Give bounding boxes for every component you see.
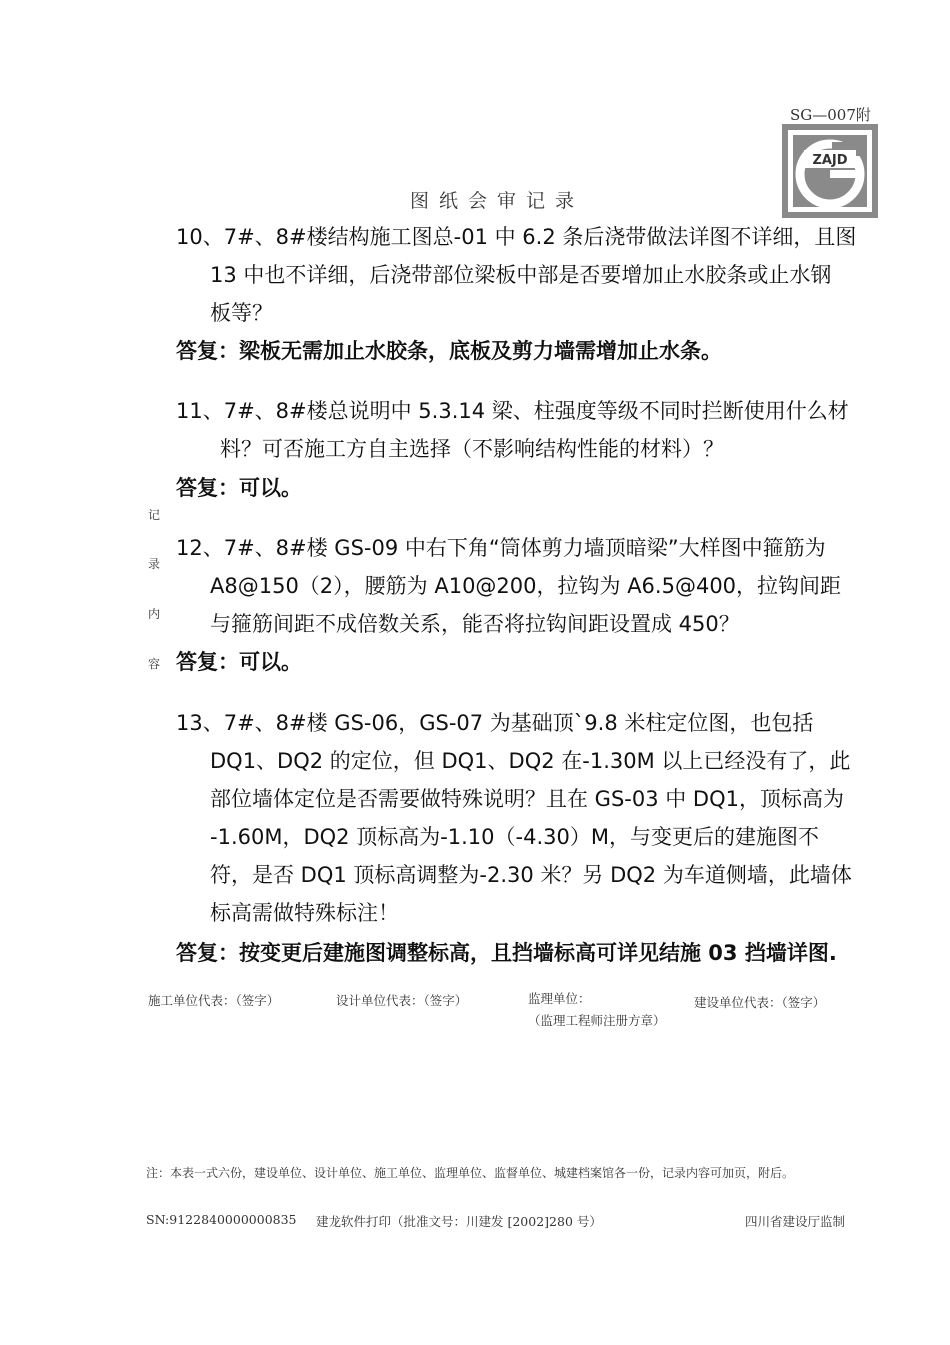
question-line: 部位墙体定位是否需要做特殊说明？且在 GS-03 中 DQ1，顶标高为: [210, 787, 844, 811]
form-note: 注：本表一式六份，建设单位、设计单位、施工单位、监理单位、监督单位、城建档案馆各一份，记录内容可加页，附后。: [146, 1166, 795, 1180]
signature-supervision-note: （监理工程师注册方章）: [528, 1013, 666, 1028]
document-title: 图纸会审记录: [410, 190, 585, 212]
question-line: 板等？: [210, 301, 273, 325]
answer-item-10: 答复：梁板无需加止水胶条，底板及剪力墙需增加止水条。: [176, 339, 722, 363]
side-label-char: 容: [148, 657, 161, 671]
zajd-logo: [782, 124, 878, 218]
question-line: 料？可否施工方自主选择（不影响结构性能的材料）？: [220, 437, 724, 461]
form-code: SG—007附: [790, 106, 871, 124]
question-item-13: [176, 704, 896, 932]
question-line: 10、7#、8#楼结构施工图总-01 中 6.2 条后浇带做法详图不详细，且图: [176, 225, 857, 249]
serial-number: SN:9122840000000835: [146, 1212, 297, 1227]
question-line: 与箍筋间距不成倍数关系，能否将拉钩间距设置成 450？: [210, 612, 740, 636]
side-label-char: 内: [148, 607, 161, 621]
question-line: 13、7#、8#楼 GS-06，GS-07 为基础顶`9.8 米柱定位图，也包括: [176, 711, 814, 735]
question-line: 11、7#、8#楼总说明中 5.3.14 梁、柱强度等级不同时拦断使用什么材: [176, 399, 849, 423]
signature-construction: 施工单位代表：（签字）: [148, 993, 280, 1008]
svg-text:ZAJD: ZAJD: [812, 153, 848, 168]
answer-item-12: 答复：可以。: [176, 650, 302, 674]
question-line: -1.60M，DQ2 顶标高为-1.10（-4.30）M，与变更后的建施图不: [210, 825, 819, 849]
side-label-char: 录: [148, 557, 161, 571]
question-item-10: [176, 218, 896, 332]
signature-owner: 建设单位代表：（签字）: [694, 995, 826, 1010]
side-label-char: 记: [148, 508, 161, 522]
answer-item-11: 答复：可以。: [176, 476, 302, 500]
question-line: A8@150（2），腰筋为 A10@200，拉钩为 A6.5@400，拉钩间距: [210, 574, 842, 598]
question-line: 13 中也不详细，后浇带部位梁板中部是否要增加止水胶条或止水钢: [210, 263, 832, 287]
question-line: DQ1、DQ2 的定位，但 DQ1、DQ2 在-1.30M 以上已经没有了，此: [210, 749, 851, 773]
question-line: 标高需做特殊标注！: [210, 901, 399, 925]
supervising-authority: 四川省建设厅监制: [745, 1214, 846, 1229]
signature-supervision: 监理单位：: [528, 991, 591, 1006]
software-print-info: 建龙软件打印（批准文号：川建发 [2002]280 号）: [316, 1214, 602, 1229]
signature-design: 设计单位代表：（签字）: [336, 993, 468, 1008]
question-line: 符，是否 DQ1 顶标高调整为-2.30 米？另 DQ2 为车道侧墙，此墙体: [210, 863, 852, 887]
question-item-11: [176, 392, 896, 468]
answer-item-13: 答复：按变更后建施图调整标高，且挡墙标高可详见结施 03 挡墙详图.: [176, 941, 837, 965]
question-line: 12、7#、8#楼 GS-09 中右下角“筒体剪力墙顶暗梁”大样图中箍筋为: [176, 536, 826, 560]
question-item-12: [176, 529, 896, 643]
